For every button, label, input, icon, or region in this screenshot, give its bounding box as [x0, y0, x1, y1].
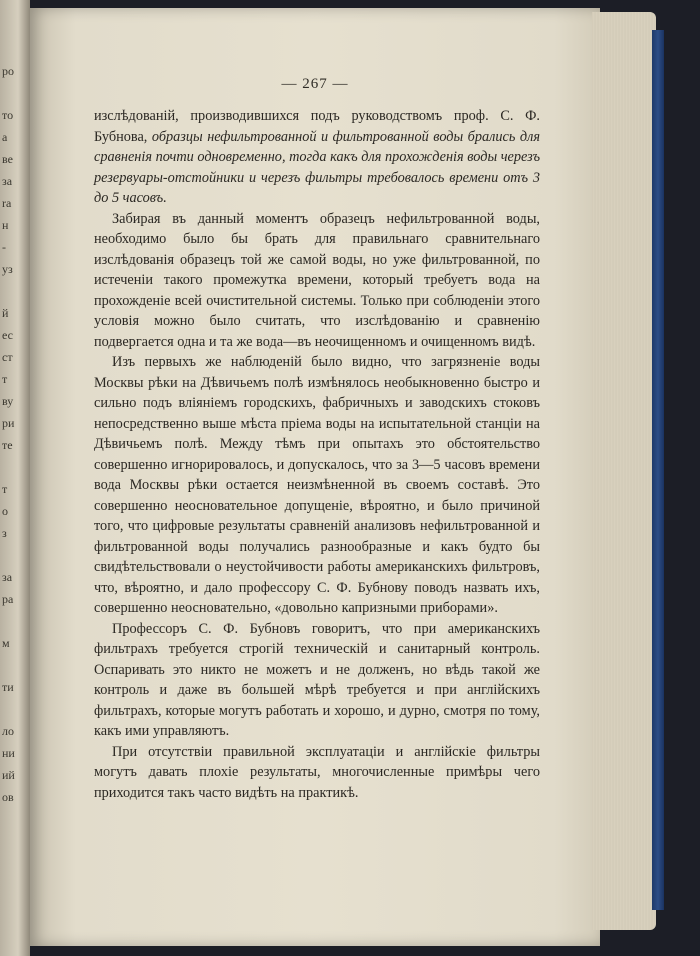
book-page — [30, 8, 600, 946]
facing-page-fragment — [2, 456, 24, 478]
italic-text: образцы нефильтрованной и фильтрованной воды брались для сравненія почти одновременно, тогда какъ для прохожденія воды черезъ резервуары-отстойники и черезъ фильтры требовалось времени отъ 3 до 5 часовъ. — [94, 128, 540, 206]
facing-page-fragment: ни — [2, 746, 15, 760]
facing-page-fragment: те — [2, 438, 13, 452]
paragraph — [94, 106, 540, 209]
facing-page-fragment: н — [2, 218, 9, 232]
facing-page-fragment: ов — [2, 790, 14, 804]
facing-page-fragment: ra — [2, 196, 12, 210]
page-body — [94, 106, 540, 803]
facing-page-fragment: ве — [2, 152, 13, 166]
text-run: Профессоръ С. Ф. Бубновъ говоритъ, что при американскихъ фильтрахъ требуется строгій техническій и санитарный контроль. Оспаривать это никто не можетъ и не долженъ, но вѣдь такой же контроль и даже въ большей мѣрѣ требуется и при англійскихъ фильтрахъ, которые могутъ работать и хорошо, и дурно, смотря по тому, какъ ими управляютъ. — [94, 620, 540, 739]
facing-page-fragment: - — [2, 240, 6, 254]
paragraph — [94, 742, 540, 804]
page-number: — 267 — — [281, 76, 349, 92]
facing-page-fragment — [2, 698, 24, 720]
facing-page-fragment: з — [2, 526, 7, 540]
book-cover-spine — [652, 30, 664, 910]
facing-page-fragment: й — [2, 306, 9, 320]
paragraph — [94, 209, 540, 353]
facing-page-fragment: ло — [2, 724, 14, 738]
facing-page-fragment: за — [2, 174, 13, 188]
facing-page-fragment: т — [2, 372, 8, 386]
paragraph — [94, 352, 540, 619]
facing-page-fragment: а — [2, 130, 8, 144]
facing-page-fragment: то — [2, 108, 14, 122]
facing-page-fragment: ти — [2, 680, 14, 694]
facing-page-fragment: т — [2, 482, 8, 496]
facing-page-text-fragments — [2, 60, 24, 808]
text-run: При отсутствіи правильной эксплуатаціи и англійскіе фильтры могутъ давать плохіе результаты, многочисленные примѣры чего приходится такъ часто видѣть на практикѣ. — [94, 743, 540, 801]
facing-page-fragment: ес — [2, 328, 13, 342]
facing-page-fragment: ий — [2, 768, 15, 782]
facing-page-fragment — [2, 654, 24, 676]
facing-page-fragment: ро — [2, 64, 14, 78]
page-edges — [592, 12, 656, 930]
facing-page-fragment: ст — [2, 350, 13, 364]
facing-page-fragment — [2, 280, 24, 302]
facing-page-fragment: м — [2, 636, 10, 650]
facing-page-fragment — [2, 610, 24, 632]
facing-page-fragment: ву — [2, 394, 14, 408]
text-run: Изъ первыхъ же наблюденій было видно, что загрязненіе воды Москвы рѣки на Дѣвичьемъ полѣ измѣнялось необыкновенно быстро и сильно подъ вліяніемъ городскихъ, фабричныхъ и заводскихъ стоковъ непосредственно выше мѣста пріема воды на испытательной станціи на Дѣвичьемъ полѣ. Между тѣмъ при опытахъ это обстоятельство совершенно игнорировалось, и допускалось, что за 3—5 часовъ времени вода Москвы рѣки остается неизмѣненной въ своемъ составѣ. Это совершенно неосновательное допущеніе, вѣроятно, и было причиной того, что цифровые результаты сравненій анализовъ нефильтрованной и фильтрованной воды получались разнообразные и какъ будто бы свидѣтельствовали о неустойчивости работы американскихъ фильтровъ, что, вѣроятно, и дало профессору С. Ф. Бубнову поводъ назвать ихъ, совершенно неосновательно, «довольно капризными приборами». — [94, 354, 540, 616]
paragraph — [94, 619, 540, 742]
facing-page-fragment — [2, 544, 24, 566]
text-run: изслѣдованій, производившихся подъ руководствомъ проф. С. Ф. Бубнова, — [94, 108, 540, 145]
facing-page-edge — [0, 0, 30, 956]
facing-page-fragment: за — [2, 570, 13, 584]
facing-page-fragment: ри — [2, 416, 15, 430]
facing-page-fragment — [2, 82, 24, 104]
text-run: Забирая въ данный моментъ образецъ нефильтрованной воды, необходимо было бы брать для правильнаго сравнительнаго изслѣдованія образецъ той же самой воды, но уже фильтрованной, по истеченіи такого промежутка времени, который требуетъ вода на прохожденіе всей очистительной системы. Только при соблюденіи этого условія можно было считать, что изслѣдованію и сравненію подвергается одна и та же вода—въ неочищенномъ и очищенномъ видѣ. — [94, 210, 540, 350]
facing-page-fragment: ра — [2, 592, 14, 606]
facing-page-fragment: уз — [2, 262, 13, 276]
facing-page-fragment: о — [2, 504, 8, 518]
